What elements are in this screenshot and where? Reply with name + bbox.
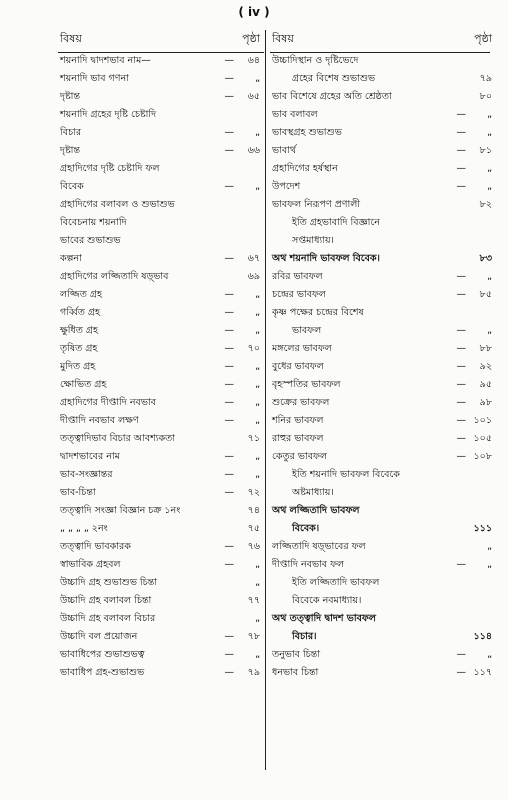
toc-entry-dash: — xyxy=(224,325,234,336)
toc-entry-page: „ xyxy=(487,559,492,570)
toc-entry-dash: — xyxy=(456,397,466,408)
toc-entry-title: শনির ভাবফল xyxy=(272,415,324,426)
toc-entry-dash: — xyxy=(224,541,234,552)
toc-entry-page: „ xyxy=(255,73,260,84)
toc-entry-page: „ xyxy=(255,289,260,300)
toc-entry-title: অথ শয়নাদি ভাবফল বিবেক। xyxy=(272,253,380,264)
toc-entry-title: তৃষিত গ্রহ xyxy=(60,343,98,354)
toc-entry-title: দীপ্তাদি নবভাব ফল xyxy=(272,559,345,570)
toc-entry xyxy=(272,88,492,106)
toc-entry-dash: — xyxy=(224,631,234,642)
toc-entry xyxy=(272,52,492,70)
toc-entry xyxy=(60,232,260,250)
toc-entry xyxy=(272,304,492,322)
toc-entry-page: „ xyxy=(255,307,260,318)
toc-entry xyxy=(60,376,260,394)
toc-left-list xyxy=(60,52,260,682)
toc-entry-title: মঙ্গলের ভাবফল xyxy=(272,343,332,354)
toc-entry-title: গ্রহাদিগের বলাবল ও শুভাশুভ xyxy=(60,199,175,210)
toc-entry-page: „ xyxy=(487,325,492,336)
toc-entry-page: „ xyxy=(487,109,492,120)
toc-entry xyxy=(60,196,260,214)
toc-entry-page: „ xyxy=(487,181,492,192)
toc-entry-page: ৭০ xyxy=(247,343,260,354)
toc-entry-dash: — xyxy=(224,289,234,300)
toc-entry-title: লজ্জিত গ্রহ xyxy=(60,289,103,300)
toc-entry-title: উচ্চাদি বল প্রয়োজন xyxy=(60,631,138,642)
toc-entry-page: ৭৬ xyxy=(247,541,260,552)
toc-entry-dash: — xyxy=(224,397,234,408)
toc-entry-title: উপদেশ xyxy=(272,181,301,192)
toc-entry xyxy=(60,502,260,520)
toc-entry-page: ৭৪ xyxy=(247,505,260,516)
toc-entry xyxy=(272,538,492,556)
toc-entry-title: কেতুর ভাবফল xyxy=(272,451,328,462)
toc-entry xyxy=(60,610,260,628)
toc-entry-title: শয়নাদি দ্বাদশভাব নাম— xyxy=(60,55,151,66)
toc-entry xyxy=(272,430,492,448)
toc-entry xyxy=(60,268,260,286)
toc-entry-page: „ xyxy=(487,541,492,552)
toc-entry-title: কৃষ্ণ পক্ষের চন্দ্রের বিশেষ xyxy=(272,307,364,318)
toc-entry-page: „ xyxy=(255,649,260,660)
toc-entry xyxy=(272,502,492,520)
toc-entry-title: দীপ্তাদি নবভাব লক্ষণ xyxy=(60,415,139,426)
toc-entry-page: ৭২ xyxy=(247,487,260,498)
toc-entry xyxy=(60,646,260,664)
toc-entry-title: কল্পনা xyxy=(60,253,82,264)
toc-entry-title: মুদিত গ্রহ xyxy=(60,361,96,372)
toc-entry-title: শুক্রের ভাবফল xyxy=(272,397,330,408)
toc-entry-title: গ্রহাদিগের দীপ্তাদি নবভাব xyxy=(60,397,156,408)
toc-entry-title: বিবেচনায় শয়নাদি xyxy=(60,217,127,228)
toc-entry xyxy=(60,322,260,340)
toc-entry-dash: — xyxy=(224,667,234,678)
toc-entry-title: গর্ব্বিত গ্রহ xyxy=(60,307,101,318)
toc-entry xyxy=(60,214,260,232)
toc-entry xyxy=(272,484,492,502)
toc-entry xyxy=(60,142,260,160)
toc-right-list xyxy=(272,52,492,682)
toc-entry xyxy=(60,250,260,268)
toc-entry xyxy=(60,664,260,682)
toc-entry xyxy=(272,124,492,142)
toc-entry xyxy=(272,556,492,574)
toc-entry xyxy=(60,358,260,376)
toc-entry xyxy=(272,70,492,88)
toc-entry-dash: — xyxy=(456,451,466,462)
toc-entry-title: অথ লজ্জিতাদি ভাবফল xyxy=(272,505,360,516)
toc-entry xyxy=(272,628,492,646)
toc-entry-dash: — xyxy=(224,91,234,102)
toc-entry-page: ১০১ xyxy=(473,415,492,426)
toc-entry-page: ৯২ xyxy=(479,361,492,372)
subject-heading: বিষয় xyxy=(272,32,294,45)
toc-entry-page: ৭৭ xyxy=(247,595,260,606)
toc-entry-page: ৬৫ xyxy=(247,91,260,102)
toc-entry-page: „ xyxy=(255,577,260,588)
column-divider xyxy=(265,30,266,770)
toc-entry-dash: — xyxy=(456,361,466,372)
toc-entry-title: ভাবাধিপের শুভাশুভত্ব xyxy=(60,649,145,660)
toc-entry xyxy=(272,268,492,286)
toc-entry-page: „ xyxy=(255,415,260,426)
toc-entry-page: ৮৫ xyxy=(479,289,492,300)
toc-entry xyxy=(272,592,492,610)
toc-entry-page: ৬৯ xyxy=(247,271,260,282)
toc-entry-title: ভাব-সংজ্ঞান্তর xyxy=(60,469,113,480)
toc-entry-title: উচ্চাদি গ্রহ বলাবল বিচার xyxy=(60,613,156,624)
toc-entry-dash: — xyxy=(224,451,234,462)
toc-entry-page: ১০৫ xyxy=(473,433,492,444)
toc-entry-title: বিচার xyxy=(60,127,82,138)
toc-entry-dash: — xyxy=(224,73,234,84)
toc-entry xyxy=(60,520,260,538)
toc-entry xyxy=(272,160,492,178)
toc-entry xyxy=(272,250,492,268)
toc-entry xyxy=(60,340,260,358)
toc-entry-dash: — xyxy=(456,379,466,390)
toc-entry-dash: — xyxy=(224,343,234,354)
toc-entry-dash: — xyxy=(456,649,466,660)
toc-entry-dash: — xyxy=(224,469,234,480)
toc-right-column xyxy=(272,30,492,682)
toc-entry-dash: — xyxy=(456,415,466,426)
toc-entry-dash: — xyxy=(224,649,234,660)
toc-entry-page: „ xyxy=(255,613,260,624)
toc-entry-page: ৯৫ xyxy=(479,379,492,390)
toc-entry xyxy=(60,160,260,178)
toc-entry-dash: — xyxy=(456,667,466,678)
toc-entry-dash: — xyxy=(456,145,466,156)
toc-entry-title: তত্ত্বাদি ভাবকারক xyxy=(60,541,131,552)
toc-entry-title: রাহুর ভাবফল xyxy=(272,433,324,444)
toc-entry xyxy=(60,124,260,142)
toc-entry xyxy=(272,340,492,358)
toc-entry-title: শয়নাদি ভাব গণনা xyxy=(60,73,129,84)
toc-entry xyxy=(272,106,492,124)
toc-entry xyxy=(60,412,260,430)
toc-entry-dash: — xyxy=(224,55,234,66)
toc-entry xyxy=(272,178,492,196)
toc-entry-page: ১০৮ xyxy=(473,451,492,462)
toc-entry-title: ভাব বলাবল xyxy=(272,109,318,120)
toc-entry xyxy=(60,178,260,196)
toc-entry xyxy=(60,52,260,70)
toc-entry xyxy=(60,304,260,322)
toc-entry-page: „ xyxy=(487,649,492,660)
toc-entry-page: ৯৮ xyxy=(479,397,492,408)
toc-entry-title: লজ্জিতাদি ষড়্‌ভাবের ফল xyxy=(272,541,366,552)
toc-entry-page: ৮৩ xyxy=(479,253,492,264)
toc-entry-page: „ xyxy=(487,127,492,138)
toc-entry-title: ধনভাব চিন্তা xyxy=(272,667,319,678)
toc-entry-title: ইতি লজ্জিতাদি ভাবফল xyxy=(292,577,380,588)
toc-entry-title: ভাবাধিপ গ্রহ-শুভাশুভ xyxy=(60,667,145,678)
toc-entry-dash: — xyxy=(224,127,234,138)
toc-entry xyxy=(272,646,492,664)
toc-entry-dash: — xyxy=(456,163,466,174)
toc-entry-title: গ্রহের বিশেষ শুভাশুভ xyxy=(292,73,376,84)
toc-entry-page: ১১১ xyxy=(473,523,492,534)
toc-entry xyxy=(272,520,492,538)
toc-entry xyxy=(60,628,260,646)
toc-entry-dash: — xyxy=(224,559,234,570)
toc-entry-title: ভাব-চিন্তা xyxy=(60,487,96,498)
toc-entry-page: ৭১ xyxy=(247,433,260,444)
toc-entry xyxy=(60,286,260,304)
toc-entry-title: ইতি শয়নাদি ভাবফল বিবেকে xyxy=(292,469,400,480)
toc-entry-dash: — xyxy=(456,325,466,336)
toc-entry-dash: — xyxy=(456,127,466,138)
toc-entry xyxy=(60,484,260,502)
toc-right-header xyxy=(272,30,492,52)
toc-entry-title: ক্ষুধিত গ্রহ xyxy=(60,325,98,336)
toc-entry xyxy=(272,394,492,412)
toc-entry xyxy=(60,466,260,484)
toc-entry xyxy=(60,106,260,124)
toc-entry-dash: — xyxy=(456,181,466,192)
toc-entry-dash: — xyxy=(224,307,234,318)
header-rule-left xyxy=(58,52,264,53)
toc-entry-dash: — xyxy=(456,559,466,570)
toc-entry-page: ৮১ xyxy=(479,145,492,156)
page-number: ( iv ) xyxy=(238,5,270,19)
toc-entry-page: ৮৮ xyxy=(479,343,492,354)
toc-entry xyxy=(60,394,260,412)
toc-entry-page: „ xyxy=(255,127,260,138)
toc-entry-page: „ xyxy=(255,397,260,408)
toc-entry-title: ভাব বিশেষে গ্রহের অতি শ্রেষ্ঠতা xyxy=(272,91,392,102)
toc-entry-title: দৃষ্টান্ত xyxy=(60,145,80,156)
toc-entry-title: শয়নাদি গ্রহের দৃষ্টি চেষ্টাদি xyxy=(60,109,157,120)
toc-entry xyxy=(272,610,492,628)
toc-entry xyxy=(60,592,260,610)
toc-entry-title: গ্রহাদিগের লজ্জিতাদি ষড়্‌ভাব xyxy=(60,271,169,282)
toc-entry-title: বিবেক। xyxy=(292,523,320,534)
toc-entry-dash: — xyxy=(224,487,234,498)
toc-entry-page: „ xyxy=(487,163,492,174)
toc-entry-title: বুধের ভাবফল xyxy=(272,361,324,372)
toc-entry xyxy=(60,70,260,88)
toc-entry-title: চন্দ্রের ভাবফল xyxy=(272,289,327,300)
toc-entry-title: „ „ „ „ ২নং xyxy=(60,523,108,534)
toc-entry-page: „ xyxy=(255,181,260,192)
toc-entry xyxy=(272,322,492,340)
subject-heading: বিষয় xyxy=(60,32,82,45)
toc-entry-title: ভাবের শুভাশুভ xyxy=(60,235,121,246)
toc-entry-title: তত্ত্বাদিভাব বিচার আবশ্যকতা xyxy=(60,433,176,444)
toc-entry-dash: — xyxy=(456,271,466,282)
toc-entry xyxy=(272,448,492,466)
toc-entry-title: তত্ত্বাদি সংজ্ঞা বিজ্ঞান চক্র ১নং xyxy=(60,505,181,516)
toc-entry-page: „ xyxy=(487,271,492,282)
toc-entry-dash: — xyxy=(224,379,234,390)
toc-entry-title: ইতি গ্রহভাবাদি বিজ্ঞানে xyxy=(292,217,380,228)
toc-entry-title: উচ্চাদিস্থান ও দৃষ্টিভেদে xyxy=(272,55,359,66)
toc-entry-page: „ xyxy=(255,379,260,390)
toc-entry-title: সপ্তমাধ্যায়। xyxy=(292,235,334,246)
toc-entry-title: বিবেক xyxy=(60,181,84,192)
toc-entry xyxy=(272,214,492,232)
toc-entry-dash: — xyxy=(456,289,466,300)
toc-entry-title: উচ্চাদি গ্রহ শুভাশুভ চিন্তা xyxy=(60,577,158,588)
toc-entry-page: „ xyxy=(255,469,260,480)
toc-entry-dash: — xyxy=(224,253,234,264)
toc-entry-title: ভাবার্থ xyxy=(272,145,297,156)
toc-entry-page: ৭৯ xyxy=(479,73,492,84)
toc-entry xyxy=(272,142,492,160)
toc-entry-page: ৭৮ xyxy=(247,631,260,642)
toc-entry-title: বৃহস্পতির ভাবফল xyxy=(272,379,341,390)
toc-entry-title: ভাবস্থগ্রহ শুভাশুভ xyxy=(272,127,342,138)
toc-entry-page: „ xyxy=(255,361,260,372)
page-heading: পৃষ্ঠা xyxy=(474,32,492,45)
toc-entry-page: ৭৯ xyxy=(247,667,260,678)
toc-entry-page: „ xyxy=(255,451,260,462)
toc-entry-title: দৃষ্টান্ত xyxy=(60,91,80,102)
toc-entry-title: ক্ষোভিত গ্রহ xyxy=(60,379,107,390)
toc-entry-title: উচ্চাদি গ্রহ বলাবল চিন্তা xyxy=(60,595,152,606)
toc-entry-title: দ্বাদশভাবের নাম xyxy=(60,451,120,462)
toc-entry xyxy=(60,430,260,448)
toc-entry-dash: — xyxy=(224,181,234,192)
toc-entry-title: গ্রহাদিগের হর্ষস্থান xyxy=(272,163,338,174)
toc-entry xyxy=(272,376,492,394)
toc-entry-page: ৭৫ xyxy=(247,523,260,534)
header-rule-right xyxy=(270,52,490,53)
toc-entry xyxy=(60,448,260,466)
toc-entry-page: ৬৪ xyxy=(247,55,260,66)
toc-entry-title: ভাবফল নিরূপণ প্রণালী xyxy=(272,199,361,210)
toc-entry-page: ১১৭ xyxy=(473,667,492,678)
toc-entry xyxy=(272,196,492,214)
toc-entry xyxy=(272,466,492,484)
toc-entry-page: ৮২ xyxy=(479,199,492,210)
toc-entry-dash: — xyxy=(224,415,234,426)
toc-entry xyxy=(272,664,492,682)
toc-entry-title: অষ্টমাধ্যায়। xyxy=(292,487,334,498)
toc-entry xyxy=(60,538,260,556)
toc-entry-title: অথ তত্ত্বাদি দ্বাদশ ভাবফল xyxy=(272,613,376,624)
toc-entry xyxy=(60,556,260,574)
toc-entry xyxy=(272,286,492,304)
toc-entry-dash: — xyxy=(224,145,234,156)
toc-entry-title: রবির ভাবফল xyxy=(272,271,323,282)
toc-left-column xyxy=(60,30,260,682)
toc-entry-title: বিবেকে নবমাধ্যায়। xyxy=(292,595,362,606)
toc-left-header xyxy=(60,30,260,52)
toc-entry-title: স্বাভাবিক গ্রহবল xyxy=(60,559,121,570)
toc-entry-title: বিচার। xyxy=(292,631,317,642)
toc-entry-page: ৬৬ xyxy=(247,145,260,156)
toc-entry-page: ৬৭ xyxy=(247,253,260,264)
toc-entry-page: ১১৪ xyxy=(473,631,492,642)
toc-entry-page: „ xyxy=(255,325,260,336)
toc-entry xyxy=(60,88,260,106)
toc-entry xyxy=(272,574,492,592)
toc-entry-title: গ্রহাদিগের দৃষ্টি চেষ্টাদি ফল xyxy=(60,163,160,174)
toc-entry-page: „ xyxy=(255,559,260,570)
toc-entry-dash: — xyxy=(456,343,466,354)
toc-entry-dash: — xyxy=(456,109,466,120)
toc-entry xyxy=(60,574,260,592)
toc-entry-dash: — xyxy=(456,433,466,444)
toc-entry xyxy=(272,358,492,376)
toc-entry-dash: — xyxy=(224,361,234,372)
toc-entry-title: ভাবফল xyxy=(292,325,322,336)
page-heading: পৃষ্ঠা xyxy=(242,32,260,45)
toc-entry xyxy=(272,412,492,430)
toc-entry xyxy=(272,232,492,250)
toc-entry-title: তনুভাব চিন্তা xyxy=(272,649,321,660)
toc-entry-page: ৮০ xyxy=(479,91,492,102)
